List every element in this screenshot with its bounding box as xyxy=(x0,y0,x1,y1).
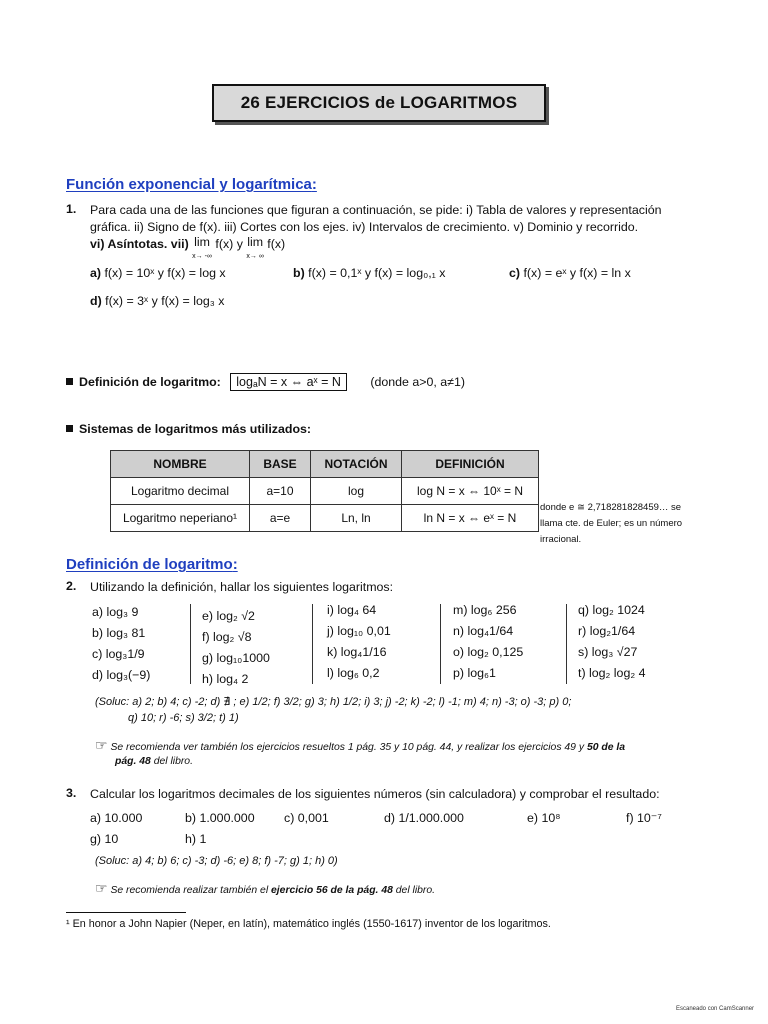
page-title: 26 EJERCICIOS de LOGARITMOS xyxy=(212,84,546,122)
section-heading-exponential: Función exponencial y logarítmica: xyxy=(66,176,317,193)
table-cell: ln N = x ⇔ eˣ = N xyxy=(402,505,539,532)
definition-formula-box: logₐN = x ⇔ aˣ = N xyxy=(230,373,347,391)
exercise-2-column-2 xyxy=(202,606,270,690)
table-cell: a=e xyxy=(250,505,311,532)
list-item: k) log₄1/16 xyxy=(327,645,387,659)
table-cell: a=10 xyxy=(250,478,311,505)
table-header-row xyxy=(111,451,539,478)
definition-note: (donde a>0, a≠1) xyxy=(370,375,465,389)
square-bullet-icon xyxy=(66,378,73,385)
list-item: r) log₂1/64 xyxy=(578,624,636,638)
list-item: b) 1.000.000 xyxy=(185,811,255,825)
exercise-2-solutions-line1: (Soluc: a) 2; b) 4; c) -2; d) ∄ ; e) 1/2; f) 3/2; g) 3; h) 1/2; i) 3; j) -2; k) -2; l) -1; m) 4; n) -3; o) -3; p) 0; xyxy=(95,696,572,708)
table-cell: log N = x ⇔ 10ˣ = N xyxy=(402,478,539,505)
table-header-cell: NOTACIÓN xyxy=(311,451,402,478)
exercise-1-line2: gráfica. ii) Signo de f(x). iii) Cortes con los ejes. iv) Intervalos de crecimiento. v) Dominio y recorrido. xyxy=(90,220,639,234)
pointing-hand-icon: ☞ xyxy=(95,880,108,896)
list-item: d) log₃(−9) xyxy=(92,668,151,682)
list-item: h) log₄ 2 xyxy=(202,672,249,686)
pointing-hand-icon: ☞ xyxy=(95,737,108,753)
exercise-1-line1: Para cada una de las funciones que figuran a continuación, se pide: i) Tabla de valores y representación xyxy=(90,203,662,217)
exercise-3-statement: Calcular los logaritmos decimales de los siguientes números (sin calculadora) y comprobar el resultado: xyxy=(90,787,660,801)
scanner-watermark: Escaneado con CamScanner xyxy=(676,1006,755,1012)
exercise-3-number: 3. xyxy=(66,786,77,800)
exercise-2-tip: ☞ Se recomienda ver también los ejercicios resueltos 1 pág. 35 y 10 pág. 44, y realizar los ejercicios 49 y 50 de la pág. 48 del libro. xyxy=(95,737,626,767)
list-item: b) log₃ 81 xyxy=(92,626,146,640)
list-item: a) 10.000 xyxy=(90,811,143,825)
table-row xyxy=(111,505,539,532)
exercise-1-line3: vi) Asíntotas. vii) lim x→ -∞ f(x) y lim x→ ∞ f(x) xyxy=(90,236,285,263)
table-header-cell: DEFINICIÓN xyxy=(402,451,539,478)
exercise-2-column-5 xyxy=(578,600,645,684)
definition-row: Definición de logaritmo: logₐN = x ⇔ aˣ = N (donde a>0, a≠1) xyxy=(66,374,465,391)
exercise-1-item-b: b) f(x) = 0,1ˣ y f(x) = log₀,₁ x xyxy=(293,266,446,280)
table-header-cell: NOMBRE xyxy=(111,451,250,478)
list-item: h) 1 xyxy=(185,832,207,846)
limit-plus-infinity: lim x→ ∞ xyxy=(246,235,264,260)
table-cell: Logaritmo neperiano¹ xyxy=(111,505,250,532)
systems-label-row: Sistemas de logaritmos más utilizados: xyxy=(66,421,311,438)
log-systems-table xyxy=(110,450,539,532)
exercise-2-solutions-line2: q) 10; r) -6; s) 3/2; t) 1) xyxy=(128,712,239,724)
section-heading-definition: Definición de logaritmo: xyxy=(66,556,238,573)
list-item: e) 10⁸ xyxy=(527,811,561,825)
exercise-1-item-c: c) f(x) = eˣ y f(x) = ln x xyxy=(509,266,631,280)
list-item: p) log₆1 xyxy=(453,666,496,680)
column-divider xyxy=(440,604,441,684)
list-item: d) 1/1.000.000 xyxy=(384,811,464,825)
list-item: q) log₂ 1024 xyxy=(578,603,645,617)
list-item: m) log₆ 256 xyxy=(453,603,517,617)
exercise-2-column-3 xyxy=(327,600,391,684)
list-item: g) log₁₀1000 xyxy=(202,651,270,665)
exercise-2-column-4 xyxy=(453,600,523,684)
footnote: ¹ En honor a John Napier (Neper, en latín), matemático inglés (1550-1617) inventor de los logaritmos. xyxy=(66,918,551,930)
exercise-1-item-d: d) f(x) = 3ˣ y f(x) = log₃ x xyxy=(90,294,225,308)
table-cell: log xyxy=(311,478,402,505)
column-divider xyxy=(312,604,313,684)
exercise-3-tip: ☞ Se recomienda realizar también el ejercicio 56 de la pág. 48 del libro. xyxy=(95,880,436,896)
list-item: s) log₃ √27 xyxy=(578,645,638,659)
list-item: n) log₄1/64 xyxy=(453,624,514,638)
list-item: g) 10 xyxy=(90,832,119,846)
list-item: a) log₃ 9 xyxy=(92,605,139,619)
table-cell: Ln, ln xyxy=(311,505,402,532)
exercise-2-column-1 xyxy=(92,602,150,686)
exercise-1-item-a: a) f(x) = 10ˣ y f(x) = log x xyxy=(90,266,226,280)
list-item: c) log₃1/9 xyxy=(92,647,145,661)
table-cell: Logaritmo decimal xyxy=(111,478,250,505)
list-item: e) log₂ √2 xyxy=(202,609,255,623)
column-divider xyxy=(190,604,191,684)
footnote-divider xyxy=(66,912,186,913)
list-item: t) log₂ log₂ 4 xyxy=(578,666,646,680)
exercise-3-solutions: (Soluc: a) 4; b) 6; c) -3; d) -6; e) 8; f) -7; g) 1; h) 0) xyxy=(95,855,338,867)
exercise-2-statement: Utilizando la definición, hallar los siguientes logaritmos: xyxy=(90,580,394,594)
list-item: i) log₄ 64 xyxy=(327,603,377,617)
limit-minus-infinity: lim x→ -∞ xyxy=(192,235,212,260)
list-item: o) log₂ 0,125 xyxy=(453,645,524,659)
column-divider xyxy=(566,604,567,684)
list-item: j) log₁₀ 0,01 xyxy=(327,624,391,638)
exercise-2-number: 2. xyxy=(66,579,77,593)
table-header-cell: BASE xyxy=(250,451,311,478)
list-item: l) log₆ 0,2 xyxy=(327,666,380,680)
exercise-1-number: 1. xyxy=(66,202,77,216)
list-item: c) 0,001 xyxy=(284,811,329,825)
list-item: f) log₂ √8 xyxy=(202,630,252,644)
square-bullet-icon xyxy=(66,425,73,432)
table-row xyxy=(111,478,539,505)
list-item: f) 10⁻⁷ xyxy=(626,811,662,825)
euler-side-note: donde e ≅ 2,718281828459… se llama cte. de Euler; es un número irracional. xyxy=(540,502,683,545)
